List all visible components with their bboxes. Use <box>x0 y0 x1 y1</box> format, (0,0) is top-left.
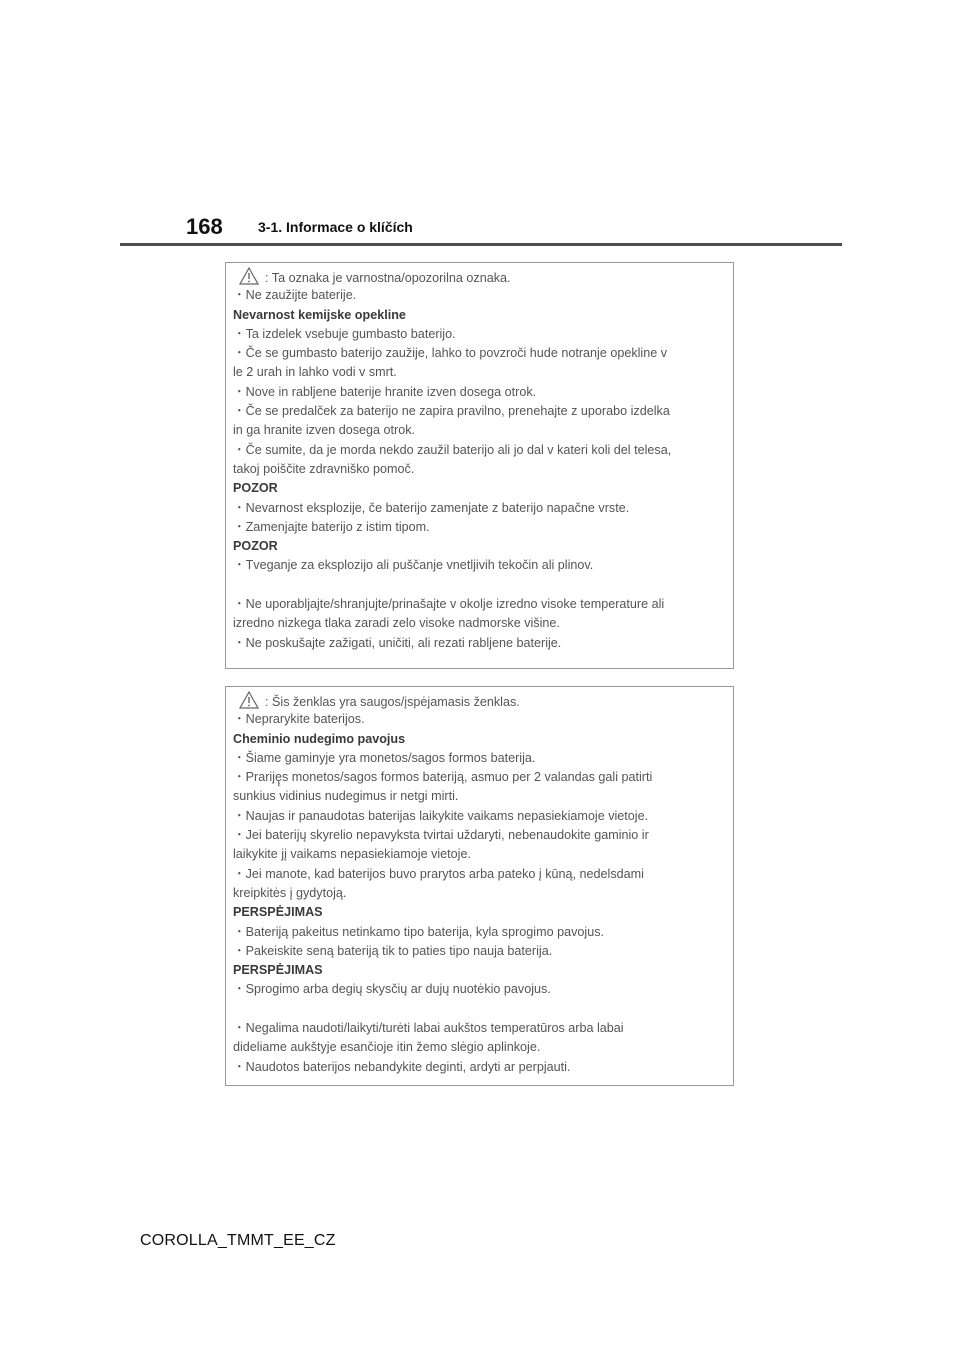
warning-intro-text: : Ta oznaka je varnostna/opozorilna oznaka. <box>265 271 511 285</box>
warning-line: ・Zamenjajte baterijo z istim tipom. <box>233 519 430 534</box>
page-number: 168 <box>186 214 223 239</box>
section-title: 3-1. Informace o klíčích <box>258 219 413 235</box>
document-code: COROLLA_TMMT_EE_CZ <box>140 1232 336 1249</box>
warning-box-slovenian <box>225 262 734 669</box>
warning-lines-lithuanian <box>233 710 727 1077</box>
warning-line: ・Ne uporabljajte/shranjujte/prinašajte v okolje izredno visoke temperature ali <box>233 597 665 612</box>
warning-line: ・Nevarnost eksplozije, če baterijo zamenjate z baterijo napačne vrste. <box>233 500 630 515</box>
warning-line: ・Neprarykite baterijos. <box>233 712 365 727</box>
warning-line: ・Sprogimo arba degių skysčių ar dujų nuotėkio pavojus. <box>233 982 551 997</box>
warning-line: ・Jei manote, kad baterijos buvo prarytos arba pateko į kūną, nedelsdami <box>233 866 644 881</box>
warning-line: ・Ne poskušajte zažigati, uničiti, ali rezati rabljene baterije. <box>233 635 562 650</box>
warning-line: le 2 urah in lahko vodi v smrt. <box>233 365 397 380</box>
warning-line: ・Če se predalček za baterijo ne zapira pravilno, prenehajte z uporabo izdelka <box>233 404 670 419</box>
warning-line: ・Ne zaužijte baterije. <box>233 288 357 303</box>
warning-line: izredno nizkega tlaka zaradi zelo visoke nadmorske višine. <box>233 616 560 631</box>
warning-line: ・Negalima naudoti/laikyti/turėti labai aukštos temperatūros arba labai <box>233 1021 624 1036</box>
spacer <box>233 1000 727 1019</box>
warning-line: in ga hranite izven dosega otrok. <box>233 423 416 438</box>
warning-line: ・Jei baterijų skyrelio nepavyksta tvirtai uždaryti, nebenaudokite gaminio ir <box>233 828 649 843</box>
warning-line: ・Tveganje za eksplozijo ali puščanje vnetljivih tekočin ali plinov. <box>233 558 594 573</box>
warning-intro-text: : Šis ženklas yra saugos/įspėjamasis ženklas. <box>265 695 520 709</box>
warning-line: ・Šiame gaminyje yra monetos/sagos formos baterija. <box>233 750 536 765</box>
warning-intro-lithuanian <box>233 691 727 710</box>
warning-line: kreipkitės į gydytoją. <box>233 885 347 900</box>
warning-line: sunkius vidinius nudegimus ir netgi mirti. <box>233 789 459 804</box>
warning-lines-slovenian <box>233 286 727 653</box>
warning-heading: Cheminio nudegimo pavojus <box>233 731 406 746</box>
warning-line: ・Naudotos baterijos nebandykite deginti, ardyti ar perpjauti. <box>233 1059 571 1074</box>
warning-triangle-icon <box>239 267 259 285</box>
warning-line: ・Pakeiskite seną bateriją tik to paties tipo nauja baterija. <box>233 943 553 958</box>
warning-intro-slovenian <box>233 267 727 286</box>
warning-line: takoj poiščite zdravniško pomoč. <box>233 461 415 476</box>
warning-line: ・Bateriją pakeitus netinkamo tipo baterija, kyla sprogimo pavojus. <box>233 924 605 939</box>
warning-heading: Nevarnost kemijske opekline <box>233 307 406 322</box>
warning-line: dideliame aukštyje esančioje itin žemo slėgio aplinkoje. <box>233 1040 541 1055</box>
warning-line: ・Če se gumbasto baterijo zaužije, lahko to povzroči hude notranje opekline v <box>233 346 668 361</box>
warning-line: ・Naujas ir panaudotas baterijas laikykite vaikams nepasiekiamoje vietoje. <box>233 808 649 823</box>
warning-heading: POZOR <box>233 481 278 496</box>
warning-heading: POZOR <box>233 539 278 554</box>
warning-line: ・Če sumite, da je morda nekdo zaužil baterijo ali jo dal v kateri koli del telesa, <box>233 442 672 457</box>
warning-line: ・Ta izdelek vsebuje gumbasto baterijo. <box>233 326 456 341</box>
warning-line: ・Prariję̨s monetos/sagos formos bateriją, asmuo per 2 valandas gali patirti <box>233 770 653 785</box>
spacer <box>233 576 727 595</box>
warning-line: laikykite jį vaikams nepasiekiamoje vietoje. <box>233 847 471 862</box>
warning-box-lithuanian <box>225 686 734 1086</box>
warning-heading: PERSPĖJIMAS <box>233 905 323 920</box>
warning-triangle-icon <box>239 691 259 709</box>
warning-heading: PERSPĖJIMAS <box>233 963 323 978</box>
header-divider <box>120 243 842 246</box>
warning-line: ・Nove in rabljene baterije hranite izven dosega otrok. <box>233 384 537 399</box>
